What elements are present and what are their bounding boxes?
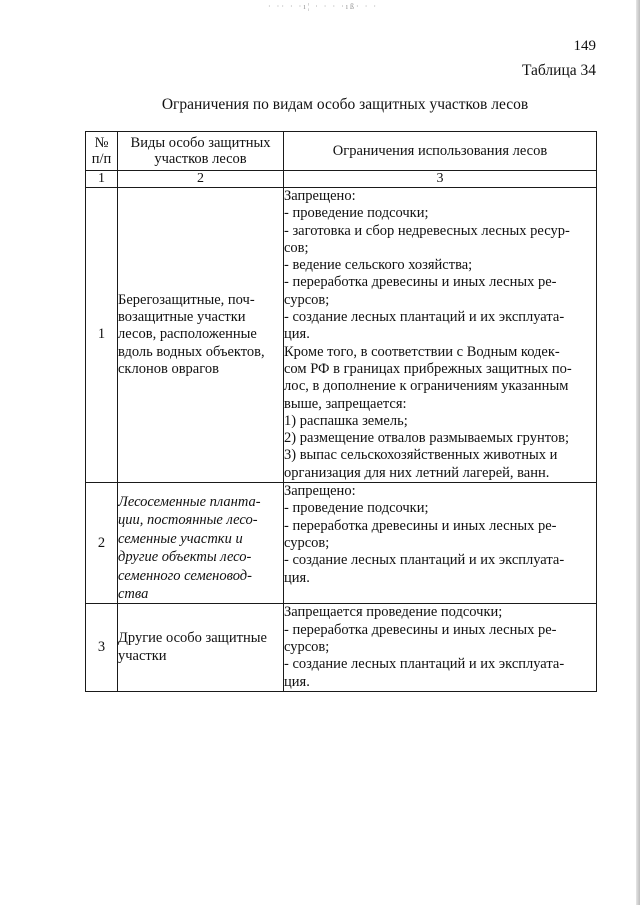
- table-header-row: [86, 132, 597, 171]
- restriction-line: сов;: [284, 239, 309, 256]
- restriction-line: - переработка древесины и иных лесных ре-: [284, 274, 557, 291]
- column-number-row: [86, 171, 597, 188]
- text-line: участков лесов: [154, 151, 247, 167]
- table-row: [86, 604, 597, 691]
- text-line: Берегозащитные, поч-: [118, 291, 255, 308]
- document-title: Ограничения по видам особо защитных участков лесов: [161, 96, 529, 113]
- table-row: [86, 483, 597, 604]
- restrictions-cell: [284, 483, 597, 604]
- text-line: другие объекты лесо-: [118, 549, 252, 566]
- restriction-line: сурсов;: [284, 291, 330, 308]
- text-line: склонов оврагов: [118, 360, 219, 377]
- text-line: ции, постоянные лесо-: [118, 512, 258, 529]
- restriction-line: Запрещено:: [284, 483, 356, 500]
- restrictions-cell: [284, 188, 597, 483]
- table-row: [86, 188, 597, 483]
- restriction-line: сурсов;: [284, 639, 330, 656]
- area-type-cell: [118, 483, 284, 604]
- text-line: семенные участки и: [118, 530, 243, 547]
- restriction-line: Запрещается проведение подсочки;: [284, 604, 503, 621]
- restrictions-table: [85, 131, 597, 692]
- header-number: [86, 132, 118, 171]
- restriction-line: ция.: [284, 569, 310, 586]
- restriction-line: ция.: [284, 673, 310, 690]
- restriction-line: Кроме того, в соответствии с Водным кодек-: [284, 343, 560, 360]
- scan-smudge: · ·· · ·ı¦ · · · ·ıß· · ·: [268, 2, 379, 11]
- text-line: возащитные участки: [118, 309, 246, 326]
- row-number: 3: [86, 604, 118, 691]
- text-line: семенного семеновод-: [118, 567, 252, 584]
- restriction-line: - создание лесных плантаций и их эксплуата-: [284, 656, 565, 673]
- text-line: Другие особо защитные: [118, 630, 267, 647]
- restriction-line: выше, запрещается:: [284, 395, 407, 412]
- table-label: Таблица 34: [521, 62, 596, 79]
- restriction-line: - ведение сельского хозяйства;: [284, 257, 473, 274]
- restriction-line: - проведение подсочки;: [284, 205, 429, 222]
- restriction-line: - проведение подсочки;: [284, 500, 429, 517]
- restriction-line: ция.: [284, 326, 310, 343]
- restriction-line: - создание лесных плантаций и их эксплуата-: [284, 309, 565, 326]
- restriction-line: организация для них летний лагерей, ванн.: [284, 464, 550, 481]
- restriction-line: - заготовка и сбор недревесных лесных ресур-: [284, 222, 570, 239]
- text-line: участки: [118, 647, 167, 664]
- text-line: п/п: [91, 151, 112, 167]
- text-line: вдоль водных объектов,: [118, 343, 265, 360]
- restriction-line: 3) выпас сельскохозяйственных животных и: [284, 447, 558, 464]
- restriction-line: - переработка древесины и иных лесных ре-: [284, 621, 557, 638]
- page-number: 149: [573, 38, 596, 54]
- text-line: ства: [118, 586, 149, 603]
- scan-edge-shadow: [636, 0, 640, 905]
- restriction-line: - переработка древесины и иных лесных ре-: [284, 517, 557, 534]
- header-restrictions: Ограничения использования лесов: [284, 132, 597, 171]
- restriction-line: 2) размещение отвалов размываемых грунтов;: [284, 430, 570, 447]
- column-number: 2: [118, 171, 284, 188]
- column-number: 1: [86, 171, 118, 188]
- restriction-line: сурсов;: [284, 534, 330, 551]
- restriction-line: 1) распашка земель;: [284, 412, 408, 429]
- area-type-cell: [118, 604, 284, 691]
- text-line: лесов, расположенные: [118, 326, 257, 343]
- text-line: №: [94, 134, 109, 151]
- restrictions-cell: [284, 604, 597, 691]
- row-number: 1: [86, 188, 118, 483]
- text-line: Виды особо защитных: [130, 134, 271, 151]
- restriction-line: лос, в дополнение к ограничениям указанным: [284, 378, 569, 395]
- text-line: Лесосеменные планта-: [118, 494, 261, 511]
- row-number: 2: [86, 483, 118, 604]
- restriction-line: Запрещено:: [284, 188, 356, 204]
- area-type-cell: [118, 188, 284, 483]
- column-number: 3: [284, 171, 597, 188]
- restriction-line: - создание лесных плантаций и их эксплуата-: [284, 552, 565, 569]
- restriction-line: сом РФ в границах прибрежных защитных по-: [284, 360, 572, 377]
- header-area-type: [118, 132, 284, 171]
